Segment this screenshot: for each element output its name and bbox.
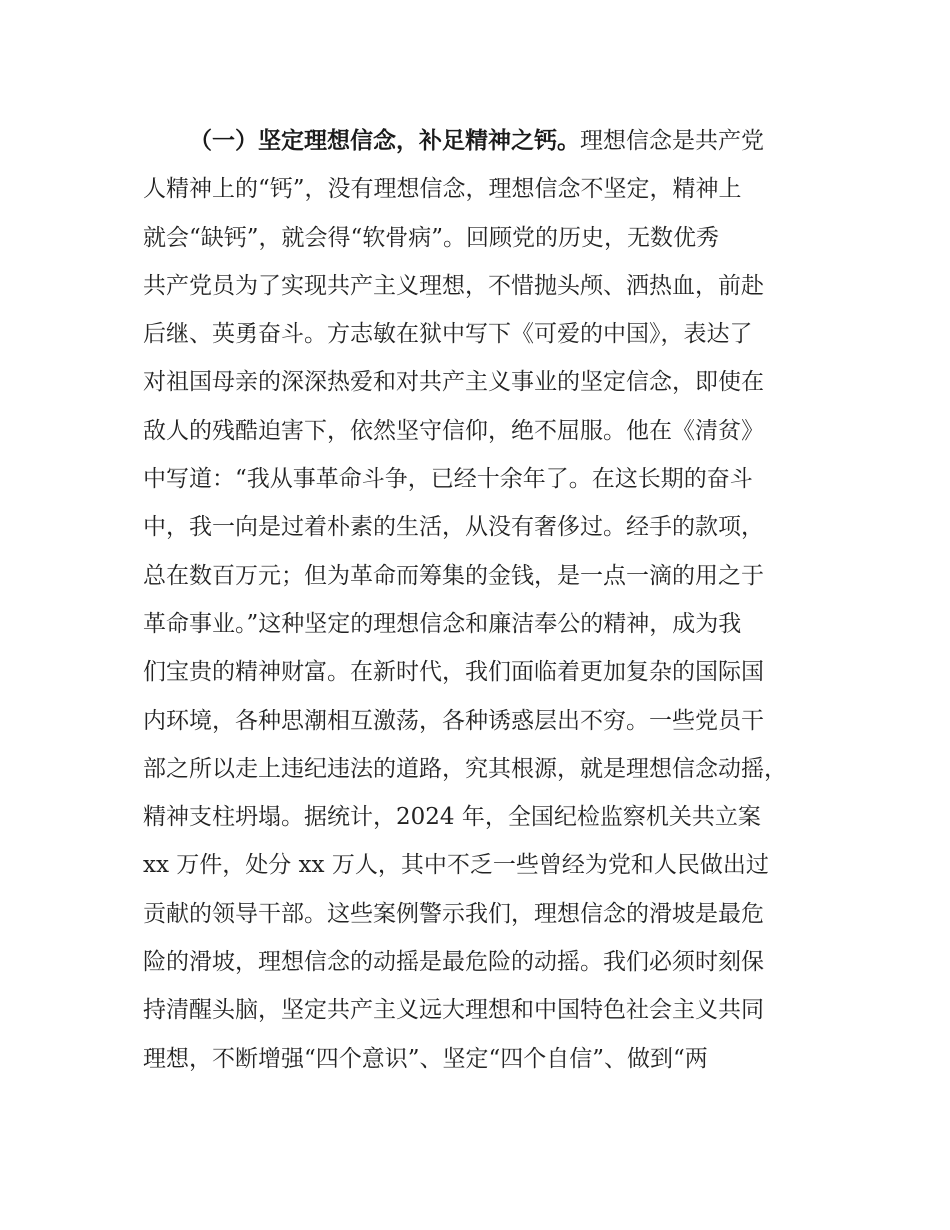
text-line: 人精神上的“钙”，没有理想信念，理想信念不坚定，精神上: [143, 176, 742, 203]
text-line: 险的滑坡，理想信念的动摇是最危险的动摇。我们必须时刻保: [143, 949, 764, 976]
text-line: 敌人的残酷迫害下，依然坚守信仰，绝不屈服。他在《清贫》: [143, 417, 764, 444]
text-line: 精神支柱坍塌。据统计，2024 年，全国纪检监察机关共立案: [143, 804, 761, 831]
text-line: xx 万件，处分 xx 万人，其中不乏一些曾经为党和人民做出过: [143, 852, 769, 879]
text-line: 对祖国母亲的深深热爱和对共产主义事业的坚定信念，即使在: [143, 369, 764, 396]
section-heading: （一）坚定理想信念，补足精神之钙。: [189, 128, 580, 154]
text-line: 总在数百万元；但为革命而筹集的金钱，是一点一滴的用之于: [143, 562, 764, 589]
paragraph-text: 理想信念是共产党: [580, 128, 764, 154]
text-line: 后继、英勇奋斗。方志敏在狱中写下《可爱的中国》，表达了: [143, 321, 753, 348]
body-paragraph: [143, 117, 823, 1083]
text-line: 持清醒头脑，坚定共产主义远大理想和中国特色社会主义共同: [143, 997, 764, 1024]
paragraph-first-line: [143, 117, 823, 165]
text-line: 们宝贵的精神财富。在新时代，我们面临着更加复杂的国际国: [143, 659, 764, 686]
text-line: 就会“缺钙”，就会得“软骨病”。回顾党的历史，无数优秀: [143, 224, 720, 251]
text-line: 贡献的领导干部。这些案例警示我们，理想信念的滑坡是最危: [143, 900, 764, 927]
text-line: 部之所以走上违纪违法的道路，究其根源，就是理想信念动摇，: [143, 755, 787, 782]
text-line: 中写道：“我从事革命斗争，已经十余年了。在这长期的奋斗: [143, 466, 753, 493]
text-line: 革命事业。”这种坚定的理想信念和廉洁奉公的精神，成为我: [143, 610, 742, 637]
text-line: 内环境，各种思潮相互激荡，各种诱惑层出不穷。一些党员干: [143, 707, 764, 734]
text-line: 共产党员为了实现共产主义理想，不惜抛头颅、洒热血，前赴: [143, 272, 764, 299]
text-line: 中，我一向是过着朴素的生活，从没有奢侈过。经手的款项，: [143, 514, 764, 541]
text-line: 理想，不断增强“四个意识”、坚定“四个自信”、做到“两: [143, 1045, 708, 1072]
